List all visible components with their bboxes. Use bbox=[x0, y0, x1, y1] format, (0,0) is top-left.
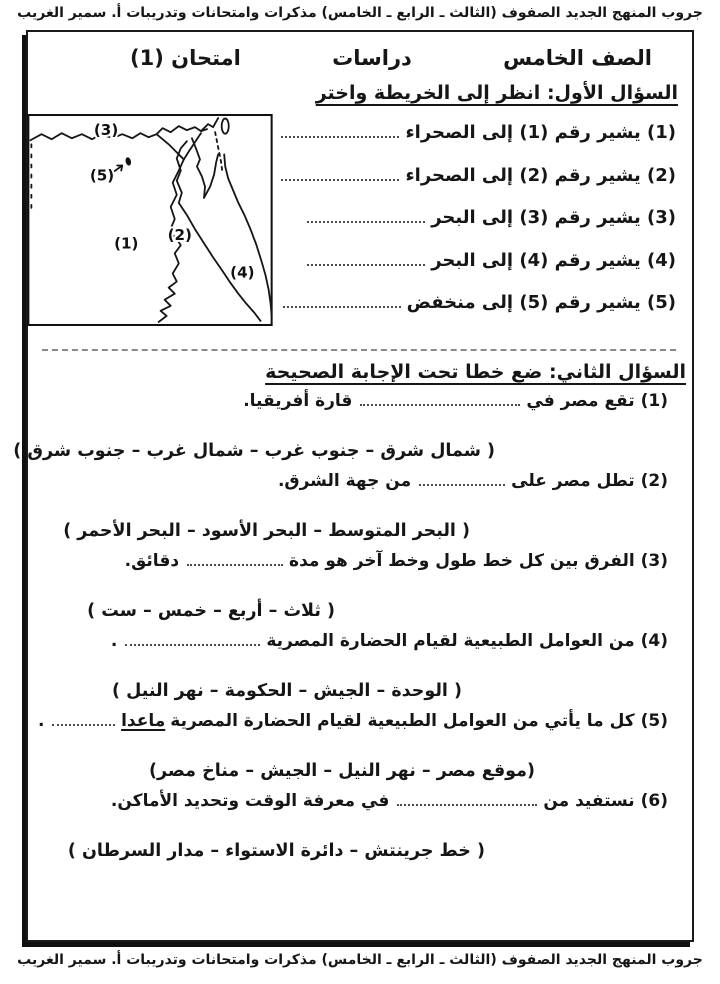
q1-item-text: (5) يشير رقم (5) إلى منخفض bbox=[406, 292, 676, 313]
map-frame bbox=[29, 115, 272, 325]
question1-heading: السؤال الأول: انظر إلى الخريطة واختر bbox=[315, 82, 678, 104]
answer-blank bbox=[283, 304, 401, 308]
q2-text-after: في معرفة الوقت وتحديد الأماكن. bbox=[110, 790, 390, 811]
q2-options: (موقع مصر – نهر النيل – الجيش – مناخ مصر) bbox=[149, 760, 535, 781]
map-label-2: (2) bbox=[168, 226, 193, 245]
answer-blank bbox=[397, 802, 537, 806]
exam-sheet bbox=[13, 30, 694, 942]
q2-options: ( شمال شرق – جنوب غرب – شمال غرب – جنوب شرق ) bbox=[13, 440, 495, 461]
exam-header-row bbox=[38, 36, 680, 72]
answer-blank bbox=[187, 562, 283, 566]
q2-text-before: (2) تطل مصر على bbox=[511, 470, 668, 491]
q2-text-emphasis: ماعدا bbox=[121, 710, 166, 731]
q2-options: ( الوحدة – الجيش – الحكومة – نهر النيل ) bbox=[112, 680, 462, 701]
subject-label: دراسات bbox=[332, 46, 412, 70]
map-label-4: (4) bbox=[230, 263, 256, 282]
q2-question bbox=[38, 631, 680, 671]
q1-item bbox=[275, 207, 676, 250]
question1-body bbox=[38, 112, 680, 335]
q1-item bbox=[275, 292, 676, 335]
exam-number-label: امتحان (1) bbox=[130, 46, 241, 70]
q2-options: ( خط جرينتش – دائرة الاستواء – مدار السرطان ) bbox=[67, 840, 485, 861]
question1-items bbox=[275, 112, 680, 335]
egypt-map bbox=[27, 114, 273, 326]
q1-item-text: (1) يشير رقم (1) إلى الصحراء bbox=[405, 122, 676, 143]
answer-blank bbox=[307, 219, 425, 223]
q2-text-after: دقائق. bbox=[124, 550, 180, 571]
answer-blank bbox=[52, 722, 115, 726]
q2-text-before: (1) تقع مصر في bbox=[526, 390, 668, 411]
q2-options: ( البحر المتوسط – البحر الأسود – البحر الأحمر ) bbox=[63, 520, 470, 541]
q2-question bbox=[38, 391, 680, 431]
answer-blank bbox=[307, 262, 425, 266]
q2-text-after: من جهة الشرق. bbox=[277, 470, 412, 491]
top-banner: جروب المنهج الجديد الصفوف (الثالث ـ الرابع ـ الخامس) مذكرات وامتحانات وتدريبات أ. سمير الغريب bbox=[17, 5, 703, 21]
answer-blank bbox=[419, 482, 505, 486]
q2-text-after: . bbox=[38, 710, 45, 731]
q1-item bbox=[275, 122, 676, 165]
answer-blank bbox=[281, 134, 399, 138]
q1-item-text: (2) يشير رقم (2) إلى الصحراء bbox=[405, 164, 676, 186]
q1-item bbox=[275, 165, 676, 208]
grade-label: الصف الخامس bbox=[503, 46, 652, 70]
q2-question bbox=[38, 791, 680, 831]
q1-item bbox=[275, 250, 676, 293]
q2-text-before: (3) الفرق بين كل خط طول وخط آخر هو مدة bbox=[289, 550, 668, 571]
q2-text-after: قارة أفريقيا. bbox=[243, 390, 353, 411]
q1-item-text: (3) يشير رقم (3) إلى البحر bbox=[431, 207, 676, 228]
q1-item-text: (4) يشير رقم (4) إلى البحر bbox=[431, 249, 676, 271]
question2-heading: السؤال الثاني: ضع خطا تحت الإجابة الصحيحة bbox=[265, 360, 686, 383]
bottom-banner: جروب المنهج الجديد الصفوف (الثالث ـ الرابع ـ الخامس) مذكرات وامتحانات وتدريبات أ. سمير الغريب bbox=[17, 952, 703, 968]
map-label-1: (1) bbox=[114, 234, 139, 253]
q2-options: ( ثلاث – أربع – خمس – ست ) bbox=[87, 600, 335, 621]
section-divider bbox=[42, 349, 676, 351]
map-label-5: (5) bbox=[90, 166, 115, 185]
q2-text-after: . bbox=[110, 630, 118, 651]
map-label-3: (3) bbox=[94, 121, 119, 140]
q2-question bbox=[38, 711, 680, 751]
q2-text-before: (5) كل ما يأتي من العوامل الطبيعية لقيام الحضارة المصرية bbox=[170, 710, 668, 731]
q2-text-before: (6) نستفيد من bbox=[543, 790, 668, 811]
answer-blank bbox=[281, 177, 399, 181]
answer-blank bbox=[125, 642, 260, 646]
answer-blank bbox=[360, 402, 520, 406]
q2-question bbox=[38, 471, 680, 511]
q2-text-before: (4) من العوامل الطبيعية لقيام الحضارة المصرية bbox=[266, 630, 668, 651]
q2-question bbox=[38, 551, 680, 591]
